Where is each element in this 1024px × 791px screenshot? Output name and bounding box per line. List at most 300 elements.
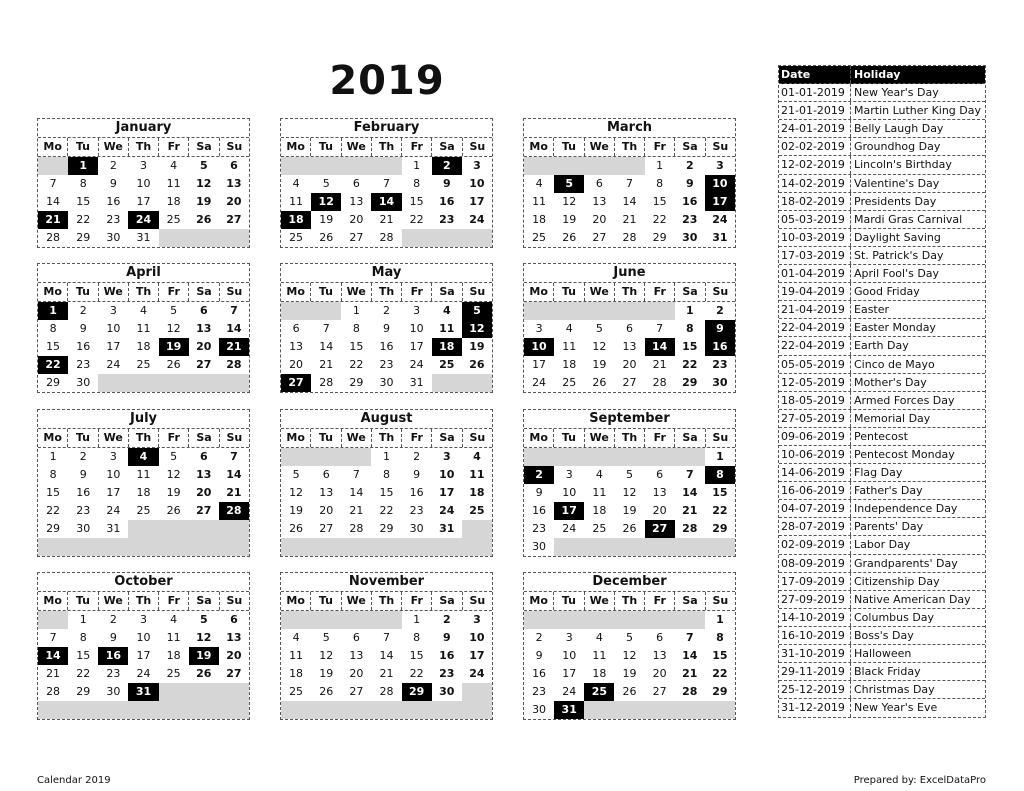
- day-cell[interactable]: 26: [166, 358, 181, 371]
- day-cell[interactable]: 15: [712, 486, 728, 499]
- day-cell[interactable]: 14: [622, 195, 637, 208]
- holiday-day-cell[interactable]: 19: [189, 647, 219, 665]
- day-cell[interactable]: 23: [439, 667, 455, 680]
- day-cell[interactable]: 6: [292, 322, 300, 335]
- day-cell[interactable]: 29: [349, 376, 364, 389]
- day-cell[interactable]: 7: [382, 631, 390, 644]
- holiday-day-cell[interactable]: 14: [371, 193, 401, 211]
- day-cell[interactable]: 5: [625, 631, 633, 644]
- day-cell[interactable]: 19: [622, 504, 637, 517]
- day-cell[interactable]: 9: [685, 177, 694, 190]
- holiday-day-cell[interactable]: 5: [554, 175, 584, 193]
- day-cell[interactable]: 17: [439, 486, 455, 499]
- day-cell[interactable]: 6: [595, 177, 603, 190]
- day-cell[interactable]: 3: [442, 450, 451, 463]
- day-cell[interactable]: 18: [166, 649, 181, 662]
- day-cell[interactable]: 9: [535, 649, 543, 662]
- holiday-day-cell[interactable]: 27: [645, 520, 675, 538]
- day-cell[interactable]: 1: [716, 450, 724, 463]
- day-cell[interactable]: 27: [226, 667, 242, 680]
- day-cell[interactable]: 18: [592, 667, 607, 680]
- day-cell[interactable]: 15: [76, 195, 91, 208]
- holiday-day-cell[interactable]: 10: [705, 175, 735, 193]
- holiday-day-cell[interactable]: 10: [524, 338, 554, 356]
- day-cell[interactable]: 31: [409, 376, 424, 389]
- day-cell[interactable]: 2: [442, 613, 451, 626]
- day-cell[interactable]: 2: [109, 159, 117, 172]
- day-cell[interactable]: 6: [322, 468, 330, 481]
- day-cell[interactable]: 3: [139, 159, 147, 172]
- day-cell[interactable]: 19: [469, 340, 485, 353]
- day-cell[interactable]: 13: [196, 322, 212, 335]
- holiday-day-cell[interactable]: 19: [159, 338, 189, 356]
- day-cell[interactable]: 11: [166, 631, 181, 644]
- day-cell[interactable]: 12: [592, 340, 607, 353]
- day-cell[interactable]: 12: [196, 631, 212, 644]
- day-cell[interactable]: 11: [592, 486, 607, 499]
- day-cell[interactable]: 6: [230, 159, 238, 172]
- day-cell[interactable]: 27: [652, 685, 667, 698]
- day-cell[interactable]: 26: [319, 685, 334, 698]
- holiday-day-cell[interactable]: 28: [219, 502, 249, 520]
- day-cell[interactable]: 11: [289, 649, 304, 662]
- day-cell[interactable]: 30: [76, 376, 91, 389]
- day-cell[interactable]: 11: [439, 322, 455, 335]
- holiday-day-cell[interactable]: 21: [219, 338, 249, 356]
- day-cell[interactable]: 18: [166, 195, 181, 208]
- day-cell[interactable]: 21: [349, 504, 364, 517]
- day-cell[interactable]: 25: [136, 358, 151, 371]
- day-cell[interactable]: 12: [289, 486, 304, 499]
- day-cell[interactable]: 17: [469, 195, 485, 208]
- day-cell[interactable]: 25: [136, 504, 151, 517]
- day-cell[interactable]: 5: [595, 322, 603, 335]
- day-cell[interactable]: 30: [532, 703, 547, 716]
- day-cell[interactable]: 8: [413, 631, 421, 644]
- day-cell[interactable]: 12: [622, 649, 637, 662]
- day-cell[interactable]: 21: [622, 213, 637, 226]
- day-cell[interactable]: 7: [49, 177, 57, 190]
- day-cell[interactable]: 26: [166, 504, 181, 517]
- day-cell[interactable]: 18: [136, 486, 151, 499]
- day-cell[interactable]: 14: [682, 486, 698, 499]
- day-cell[interactable]: 7: [230, 450, 238, 463]
- day-cell[interactable]: 6: [625, 322, 633, 335]
- day-cell[interactable]: 8: [352, 322, 360, 335]
- day-cell[interactable]: 2: [79, 450, 87, 463]
- day-cell[interactable]: 5: [322, 177, 330, 190]
- day-cell[interactable]: 21: [319, 358, 334, 371]
- day-cell[interactable]: 9: [535, 486, 543, 499]
- day-cell[interactable]: 25: [562, 376, 577, 389]
- day-cell[interactable]: 24: [562, 685, 577, 698]
- day-cell[interactable]: 17: [532, 358, 547, 371]
- holiday-day-cell[interactable]: 17: [705, 193, 735, 211]
- day-cell[interactable]: 23: [682, 213, 698, 226]
- day-cell[interactable]: 20: [349, 667, 364, 680]
- day-cell[interactable]: 21: [379, 213, 394, 226]
- day-cell[interactable]: 24: [409, 358, 424, 371]
- day-cell[interactable]: 1: [382, 450, 390, 463]
- holiday-day-cell[interactable]: 17: [554, 502, 584, 520]
- day-cell[interactable]: 26: [592, 376, 607, 389]
- day-cell[interactable]: 2: [109, 613, 117, 626]
- day-cell[interactable]: 6: [199, 304, 208, 317]
- day-cell[interactable]: 26: [562, 231, 577, 244]
- day-cell[interactable]: 15: [682, 340, 698, 353]
- holiday-day-cell[interactable]: 25: [584, 683, 614, 701]
- day-cell[interactable]: 20: [226, 649, 242, 662]
- day-cell[interactable]: 24: [712, 213, 728, 226]
- day-cell[interactable]: 11: [136, 468, 151, 481]
- day-cell[interactable]: 10: [469, 631, 485, 644]
- day-cell[interactable]: 8: [382, 468, 390, 481]
- day-cell[interactable]: 25: [469, 504, 485, 517]
- day-cell[interactable]: 3: [473, 159, 481, 172]
- holiday-day-cell[interactable]: 29: [402, 683, 432, 701]
- day-cell[interactable]: 17: [136, 195, 151, 208]
- day-cell[interactable]: 24: [106, 504, 121, 517]
- day-cell[interactable]: 22: [46, 504, 61, 517]
- day-cell[interactable]: 10: [439, 468, 455, 481]
- day-cell[interactable]: 5: [170, 450, 178, 463]
- day-cell[interactable]: 14: [349, 486, 364, 499]
- day-cell[interactable]: 18: [562, 358, 577, 371]
- day-cell[interactable]: 28: [652, 376, 667, 389]
- day-cell[interactable]: 28: [319, 376, 334, 389]
- day-cell[interactable]: 22: [652, 213, 667, 226]
- day-cell[interactable]: 16: [76, 486, 91, 499]
- day-cell[interactable]: 9: [382, 322, 390, 335]
- day-cell[interactable]: 4: [170, 159, 178, 172]
- day-cell[interactable]: 23: [76, 504, 91, 517]
- day-cell[interactable]: 22: [682, 358, 698, 371]
- day-cell[interactable]: 7: [685, 631, 694, 644]
- day-cell[interactable]: 28: [46, 685, 61, 698]
- day-cell[interactable]: 25: [166, 667, 181, 680]
- day-cell[interactable]: 27: [349, 685, 364, 698]
- day-cell[interactable]: 2: [382, 304, 390, 317]
- day-cell[interactable]: 3: [535, 322, 543, 335]
- day-cell[interactable]: 20: [592, 213, 607, 226]
- day-cell[interactable]: 9: [442, 177, 451, 190]
- day-cell[interactable]: 8: [656, 177, 664, 190]
- day-cell[interactable]: 22: [409, 667, 424, 680]
- day-cell[interactable]: 14: [682, 649, 698, 662]
- day-cell[interactable]: 3: [473, 613, 481, 626]
- day-cell[interactable]: 8: [49, 322, 57, 335]
- day-cell[interactable]: 11: [166, 177, 181, 190]
- day-cell[interactable]: 29: [682, 376, 698, 389]
- day-cell[interactable]: 4: [535, 177, 543, 190]
- day-cell[interactable]: 2: [716, 304, 724, 317]
- day-cell[interactable]: 20: [196, 486, 212, 499]
- day-cell[interactable]: 16: [439, 195, 455, 208]
- day-cell[interactable]: 13: [349, 649, 364, 662]
- day-cell[interactable]: 6: [352, 631, 360, 644]
- day-cell[interactable]: 6: [352, 177, 360, 190]
- holiday-day-cell[interactable]: 16: [98, 647, 128, 665]
- holiday-day-cell[interactable]: 2: [432, 157, 462, 175]
- day-cell[interactable]: 17: [106, 486, 121, 499]
- day-cell[interactable]: 14: [46, 195, 61, 208]
- day-cell[interactable]: 25: [592, 522, 607, 535]
- day-cell[interactable]: 23: [106, 667, 121, 680]
- day-cell[interactable]: 4: [139, 304, 147, 317]
- day-cell[interactable]: 19: [562, 213, 577, 226]
- day-cell[interactable]: 26: [622, 522, 637, 535]
- day-cell[interactable]: 13: [592, 195, 607, 208]
- day-cell[interactable]: 13: [226, 177, 242, 190]
- day-cell[interactable]: 6: [656, 631, 664, 644]
- holiday-day-cell[interactable]: 2: [524, 466, 554, 484]
- day-cell[interactable]: 7: [625, 177, 633, 190]
- day-cell[interactable]: 22: [409, 213, 424, 226]
- day-cell[interactable]: 20: [289, 358, 304, 371]
- day-cell[interactable]: 5: [292, 468, 300, 481]
- day-cell[interactable]: 21: [379, 667, 394, 680]
- day-cell[interactable]: 15: [46, 340, 61, 353]
- day-cell[interactable]: 29: [76, 685, 91, 698]
- day-cell[interactable]: 5: [199, 613, 208, 626]
- day-cell[interactable]: 27: [319, 522, 334, 535]
- day-cell[interactable]: 20: [196, 340, 212, 353]
- day-cell[interactable]: 15: [712, 649, 728, 662]
- day-cell[interactable]: 12: [166, 468, 181, 481]
- day-cell[interactable]: 30: [106, 685, 121, 698]
- day-cell[interactable]: 24: [562, 522, 577, 535]
- day-cell[interactable]: 13: [319, 486, 334, 499]
- day-cell[interactable]: 27: [226, 213, 242, 226]
- day-cell[interactable]: 16: [106, 195, 121, 208]
- day-cell[interactable]: 24: [439, 504, 455, 517]
- day-cell[interactable]: 1: [413, 159, 421, 172]
- day-cell[interactable]: 31: [712, 231, 728, 244]
- day-cell[interactable]: 7: [322, 322, 330, 335]
- day-cell[interactable]: 19: [592, 358, 607, 371]
- day-cell[interactable]: 29: [76, 231, 91, 244]
- day-cell[interactable]: 28: [379, 231, 394, 244]
- day-cell[interactable]: 2: [413, 450, 421, 463]
- day-cell[interactable]: 16: [439, 649, 455, 662]
- day-cell[interactable]: 4: [595, 631, 603, 644]
- day-cell[interactable]: 21: [682, 504, 698, 517]
- day-cell[interactable]: 11: [469, 468, 485, 481]
- day-cell[interactable]: 9: [442, 631, 451, 644]
- day-cell[interactable]: 5: [322, 631, 330, 644]
- day-cell[interactable]: 21: [682, 667, 698, 680]
- day-cell[interactable]: 28: [682, 685, 698, 698]
- day-cell[interactable]: 30: [379, 376, 394, 389]
- day-cell[interactable]: 2: [79, 304, 87, 317]
- day-cell[interactable]: 8: [49, 468, 57, 481]
- day-cell[interactable]: 21: [46, 667, 61, 680]
- day-cell[interactable]: 15: [409, 649, 424, 662]
- day-cell[interactable]: 4: [170, 613, 178, 626]
- day-cell[interactable]: 19: [196, 195, 212, 208]
- holiday-day-cell[interactable]: 27: [281, 374, 311, 392]
- day-cell[interactable]: 22: [712, 667, 728, 680]
- day-cell[interactable]: 24: [136, 667, 151, 680]
- day-cell[interactable]: 28: [349, 522, 364, 535]
- holiday-day-cell[interactable]: 31: [128, 683, 158, 701]
- day-cell[interactable]: 22: [349, 358, 364, 371]
- day-cell[interactable]: 9: [413, 468, 421, 481]
- day-cell[interactable]: 4: [473, 450, 481, 463]
- day-cell[interactable]: 16: [532, 504, 547, 517]
- day-cell[interactable]: 29: [46, 376, 61, 389]
- day-cell[interactable]: 7: [230, 304, 238, 317]
- day-cell[interactable]: 31: [106, 522, 121, 535]
- day-cell[interactable]: 16: [532, 667, 547, 680]
- day-cell[interactable]: 15: [379, 486, 394, 499]
- day-cell[interactable]: 27: [196, 504, 212, 517]
- day-cell[interactable]: 19: [289, 504, 304, 517]
- day-cell[interactable]: 30: [532, 540, 547, 553]
- day-cell[interactable]: 30: [712, 376, 728, 389]
- holiday-day-cell[interactable]: 18: [432, 338, 462, 356]
- day-cell[interactable]: 19: [622, 667, 637, 680]
- day-cell[interactable]: 10: [562, 649, 577, 662]
- day-cell[interactable]: 8: [79, 631, 87, 644]
- holiday-day-cell[interactable]: 16: [705, 338, 735, 356]
- day-cell[interactable]: 15: [46, 486, 61, 499]
- holiday-day-cell[interactable]: 14: [645, 338, 675, 356]
- day-cell[interactable]: 29: [46, 522, 61, 535]
- day-cell[interactable]: 20: [622, 358, 637, 371]
- holiday-day-cell[interactable]: 22: [38, 356, 68, 374]
- day-cell[interactable]: 13: [226, 631, 242, 644]
- day-cell[interactable]: 21: [652, 358, 667, 371]
- day-cell[interactable]: 24: [469, 213, 485, 226]
- day-cell[interactable]: 22: [76, 667, 91, 680]
- day-cell[interactable]: 23: [532, 685, 547, 698]
- day-cell[interactable]: 28: [379, 685, 394, 698]
- day-cell[interactable]: 28: [226, 358, 242, 371]
- day-cell[interactable]: 4: [292, 631, 300, 644]
- day-cell[interactable]: 1: [79, 613, 87, 626]
- day-cell[interactable]: 17: [409, 340, 424, 353]
- day-cell[interactable]: 17: [136, 649, 151, 662]
- day-cell[interactable]: 14: [379, 649, 394, 662]
- day-cell[interactable]: 24: [106, 358, 121, 371]
- day-cell[interactable]: 10: [106, 468, 121, 481]
- day-cell[interactable]: 10: [469, 177, 485, 190]
- day-cell[interactable]: 3: [413, 304, 421, 317]
- day-cell[interactable]: 9: [109, 631, 117, 644]
- holiday-day-cell[interactable]: 24: [128, 211, 158, 229]
- day-cell[interactable]: 29: [712, 685, 728, 698]
- day-cell[interactable]: 23: [712, 358, 728, 371]
- day-cell[interactable]: 20: [226, 195, 242, 208]
- day-cell[interactable]: 6: [199, 450, 208, 463]
- day-cell[interactable]: 11: [289, 195, 304, 208]
- day-cell[interactable]: 4: [292, 177, 300, 190]
- day-cell[interactable]: 6: [230, 613, 238, 626]
- day-cell[interactable]: 23: [379, 358, 394, 371]
- day-cell[interactable]: 8: [685, 322, 694, 335]
- day-cell[interactable]: 17: [562, 667, 577, 680]
- day-cell[interactable]: 22: [712, 504, 728, 517]
- day-cell[interactable]: 9: [79, 322, 87, 335]
- day-cell[interactable]: 13: [622, 340, 637, 353]
- day-cell[interactable]: 10: [409, 322, 424, 335]
- day-cell[interactable]: 12: [319, 649, 334, 662]
- day-cell[interactable]: 1: [716, 613, 724, 626]
- day-cell[interactable]: 14: [226, 468, 242, 481]
- day-cell[interactable]: 18: [592, 504, 607, 517]
- day-cell[interactable]: 24: [469, 667, 485, 680]
- day-cell[interactable]: 5: [625, 468, 633, 481]
- day-cell[interactable]: 9: [109, 177, 117, 190]
- day-cell[interactable]: 4: [595, 468, 603, 481]
- day-cell[interactable]: 10: [562, 486, 577, 499]
- day-cell[interactable]: 1: [413, 613, 421, 626]
- day-cell[interactable]: 8: [716, 631, 724, 644]
- day-cell[interactable]: 12: [562, 195, 577, 208]
- day-cell[interactable]: 13: [289, 340, 304, 353]
- day-cell[interactable]: 27: [349, 231, 364, 244]
- holiday-day-cell[interactable]: 18: [281, 211, 311, 229]
- holiday-day-cell[interactable]: 1: [68, 157, 98, 175]
- day-cell[interactable]: 6: [656, 468, 664, 481]
- day-cell[interactable]: 30: [439, 685, 455, 698]
- day-cell[interactable]: 19: [319, 213, 334, 226]
- day-cell[interactable]: 30: [76, 522, 91, 535]
- holiday-day-cell[interactable]: 5: [462, 302, 492, 320]
- day-cell[interactable]: 2: [535, 631, 543, 644]
- day-cell[interactable]: 23: [532, 522, 547, 535]
- day-cell[interactable]: 31: [439, 522, 455, 535]
- day-cell[interactable]: 8: [413, 177, 421, 190]
- day-cell[interactable]: 12: [196, 177, 212, 190]
- day-cell[interactable]: 30: [682, 231, 698, 244]
- day-cell[interactable]: 13: [652, 649, 667, 662]
- day-cell[interactable]: 29: [652, 231, 667, 244]
- day-cell[interactable]: 1: [685, 304, 694, 317]
- day-cell[interactable]: 14: [319, 340, 334, 353]
- day-cell[interactable]: 18: [136, 340, 151, 353]
- day-cell[interactable]: 10: [136, 631, 151, 644]
- day-cell[interactable]: 10: [136, 177, 151, 190]
- day-cell[interactable]: 24: [532, 376, 547, 389]
- day-cell[interactable]: 27: [196, 358, 212, 371]
- day-cell[interactable]: 15: [409, 195, 424, 208]
- day-cell[interactable]: 22: [76, 213, 91, 226]
- day-cell[interactable]: 21: [226, 486, 242, 499]
- day-cell[interactable]: 8: [79, 177, 87, 190]
- day-cell[interactable]: 16: [409, 486, 424, 499]
- day-cell[interactable]: 1: [352, 304, 360, 317]
- day-cell[interactable]: 30: [106, 231, 121, 244]
- day-cell[interactable]: 3: [565, 631, 573, 644]
- day-cell[interactable]: 27: [592, 231, 607, 244]
- day-cell[interactable]: 22: [379, 504, 394, 517]
- day-cell[interactable]: 16: [76, 340, 91, 353]
- day-cell[interactable]: 16: [682, 195, 698, 208]
- day-cell[interactable]: 25: [532, 231, 547, 244]
- day-cell[interactable]: 26: [469, 358, 485, 371]
- day-cell[interactable]: 20: [652, 504, 667, 517]
- day-cell[interactable]: 7: [685, 468, 694, 481]
- day-cell[interactable]: 25: [166, 213, 181, 226]
- day-cell[interactable]: 12: [622, 486, 637, 499]
- day-cell[interactable]: 26: [289, 522, 304, 535]
- day-cell[interactable]: 27: [622, 376, 637, 389]
- day-cell[interactable]: 23: [76, 358, 91, 371]
- day-cell[interactable]: 17: [106, 340, 121, 353]
- holiday-day-cell[interactable]: 9: [705, 320, 735, 338]
